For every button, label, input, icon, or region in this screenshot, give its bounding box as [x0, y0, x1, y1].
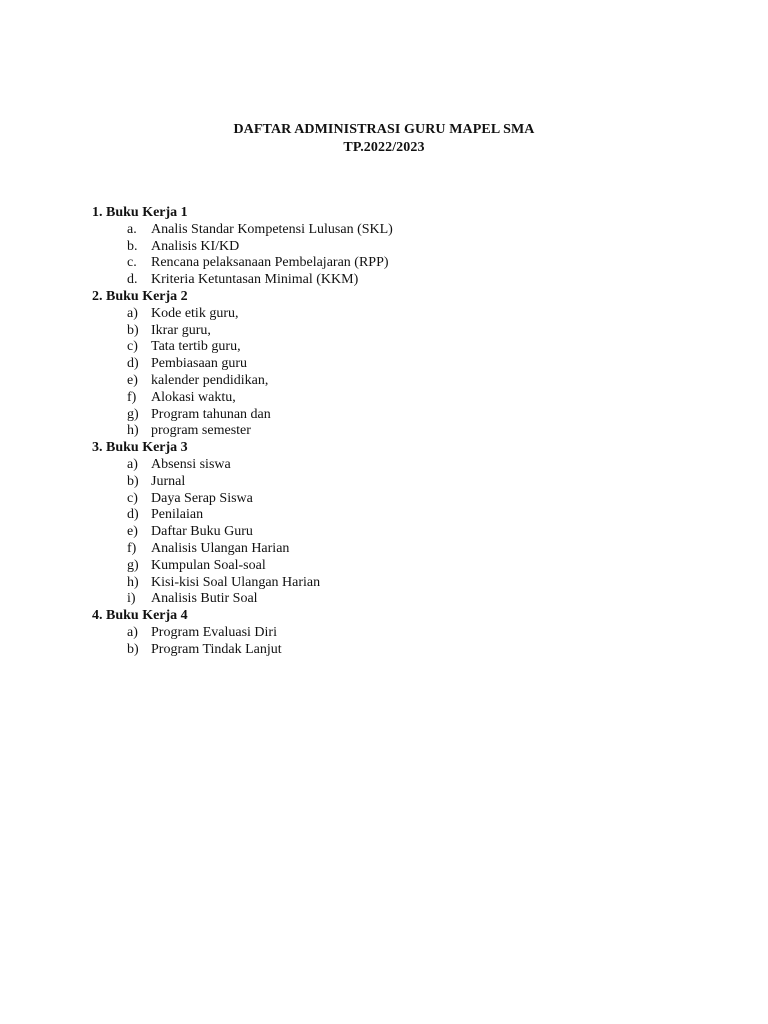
list-marker: e): [127, 524, 138, 540]
list-marker: b): [127, 473, 139, 489]
list-item: [92, 373, 692, 390]
list-item: [92, 356, 692, 373]
list-marker: i): [127, 591, 136, 607]
list-item: [92, 575, 692, 592]
section-heading: 3. Buku Kerja 3: [92, 440, 188, 456]
list-marker: a.: [127, 221, 137, 237]
list-item-text: Daftar Buku Guru: [151, 524, 253, 540]
list-item-text: Kisi-kisi Soal Ulangan Harian: [151, 574, 321, 590]
list-item-text: kalender pendidikan,: [151, 372, 269, 388]
title-line-2: TP.2022/2023: [343, 140, 425, 155]
list-marker: b): [127, 322, 139, 338]
list-item-text: Ikrar guru,: [151, 322, 211, 338]
list-item-text: Kumpulan Soal-soal: [151, 557, 266, 573]
list-marker: d): [127, 356, 139, 372]
list-marker: b.: [127, 238, 138, 254]
list-item: [92, 457, 692, 474]
list-item: [92, 642, 692, 659]
list-marker: g): [127, 557, 139, 573]
section-heading: 2. Buku Kerja 2: [92, 288, 188, 304]
document-body: [92, 205, 692, 659]
list-marker: d.: [127, 272, 138, 288]
list-item-text: Pembiasaan guru: [151, 356, 248, 372]
title-line-1: DAFTAR ADMINISTRASI GURU MAPEL SMA: [233, 122, 535, 137]
list-item-text: Alokasi waktu,: [151, 389, 236, 405]
list-item-text: Analisis Ulangan Harian: [151, 540, 290, 556]
list-item-text: Program Tindak Lanjut: [151, 641, 282, 657]
list-item: [92, 491, 692, 508]
list-marker: f): [127, 389, 137, 405]
list-item-text: Analisis KI/KD: [151, 238, 240, 254]
document-title: [0, 121, 768, 157]
list-item-text: Analisis Butir Soal: [151, 591, 258, 607]
list-marker: g): [127, 406, 139, 422]
section-heading: 1. Buku Kerja 1: [92, 205, 188, 220]
list-marker: c.: [127, 255, 137, 271]
list-item: [92, 507, 692, 524]
list-item: [92, 423, 692, 440]
list-item: [92, 474, 692, 491]
list-item: [92, 524, 692, 541]
list-marker: c): [127, 490, 138, 506]
list-marker: a): [127, 305, 138, 321]
list-marker: e): [127, 372, 138, 388]
list-item: [92, 306, 692, 323]
list-marker: h): [127, 574, 139, 590]
list-item-text: Tata tertib guru,: [151, 339, 241, 355]
section-heading: 4. Buku Kerja 4: [92, 608, 188, 624]
list-item-text: Analis Standar Kompetensi Lulusan (SKL): [151, 221, 393, 237]
list-marker: d): [127, 507, 139, 523]
list-item-text: Program tahunan dan: [151, 406, 271, 422]
list-item-text: Penilaian: [151, 507, 204, 523]
list-marker: c): [127, 339, 138, 355]
list-item-text: program semester: [151, 423, 251, 439]
list-marker: f): [127, 540, 137, 556]
list-item: [92, 591, 692, 608]
list-item-text: Daya Serap Siswa: [151, 490, 253, 506]
list-item-text: Absensi siswa: [151, 456, 231, 472]
list-item: [92, 239, 692, 256]
list-marker: b): [127, 641, 139, 657]
list-item: [92, 625, 692, 642]
list-marker: a): [127, 456, 138, 472]
list-item-text: Kode etik guru,: [151, 305, 239, 321]
list-item-text: Rencana pelaksanaan Pembelajaran (RPP): [151, 255, 389, 271]
list-item: [92, 339, 692, 356]
list-item-text: Program Evaluasi Diri: [151, 624, 277, 640]
list-item: [92, 323, 692, 340]
list-item: [92, 272, 692, 289]
list-item-text: Jurnal: [151, 473, 186, 489]
list-item: [92, 222, 692, 239]
list-item: [92, 390, 692, 407]
list-marker: a): [127, 624, 138, 640]
list-item: [92, 558, 692, 575]
list-item: [92, 541, 692, 558]
list-item: [92, 255, 692, 272]
list-item-text: Kriteria Ketuntasan Minimal (KKM): [151, 272, 359, 288]
list-marker: h): [127, 423, 139, 439]
list-item: [92, 407, 692, 424]
